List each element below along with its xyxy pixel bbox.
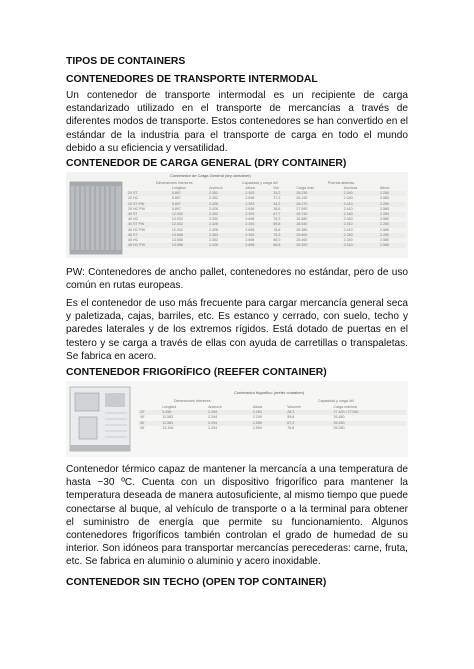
table-cell: 69,8 <box>271 222 294 227</box>
column-header: Longitud <box>162 405 177 409</box>
table-cell: 2.585 <box>379 196 389 201</box>
table-cell: 2.340 <box>343 196 353 201</box>
column-header: Carga máx. <box>296 186 315 190</box>
table-cell: 2.698 <box>245 238 255 243</box>
table-cell: 2.340 <box>342 191 378 196</box>
table-cell: 2.698 <box>245 206 255 211</box>
table-cell: 2.410 <box>342 202 378 207</box>
table-cell: 2.410 <box>342 222 378 227</box>
dry-container-table <box>126 186 406 248</box>
heading-intermodal: CONTENEDORES DE TRANSPORTE INTERMODAL <box>66 74 318 85</box>
heading-reefer-container: CONTENEDOR FRIGORÍFICO (REEFER CONTAINER) <box>66 367 327 378</box>
table-cell: 2.294 <box>206 421 251 426</box>
table-cell: 2.352 <box>207 191 243 196</box>
table-cell: 76,8 <box>287 425 295 430</box>
table-cell: 26.480 <box>331 421 406 426</box>
table-cell: 25.460 <box>296 238 308 243</box>
reefer-group-interior: Dimensiones interiores <box>174 399 211 403</box>
table-cell: 2.410 <box>343 227 353 232</box>
table-cell: 20 ST <box>126 191 170 196</box>
table-cell: 2.340 <box>343 217 353 222</box>
table-cell: 2.393 <box>243 233 271 238</box>
table-cell: 2.698 <box>245 227 255 232</box>
table-cell: 2.340 <box>343 238 353 243</box>
table-cell: 2.294 <box>206 410 251 415</box>
table-cell: 2.698 <box>245 217 255 222</box>
table-cell: 12.032 <box>170 222 207 227</box>
table-cell: 28.190 <box>296 196 308 201</box>
table-cell: 2.698 <box>245 196 255 201</box>
dry-group-doors: Puertas abiertas <box>328 181 355 185</box>
table-cell: 67,9 <box>285 421 331 426</box>
column-header: Anchura <box>208 405 222 409</box>
table-cell: 76,3 <box>271 233 294 238</box>
reefer-container-figure <box>66 381 408 457</box>
heading-open-top-container: CONTENEDOR SIN TECHO (OPEN TOP CONTAINER) <box>66 577 327 588</box>
table-cell: 2.352 <box>209 196 219 201</box>
table-cell: 11.583 <box>162 415 174 420</box>
table-row <box>138 426 406 431</box>
table-cell: 2.426 <box>207 243 243 248</box>
table-cell: 12.032 <box>170 212 207 217</box>
table-cell: 40' <box>140 415 145 420</box>
table-cell: 27.990 <box>296 206 308 211</box>
table-cell: 13.556 <box>170 243 207 248</box>
table-cell: 45 HC <box>128 238 139 243</box>
table-cell: 26.540 <box>294 222 341 227</box>
table-cell: 40 ST <box>126 212 170 217</box>
table-cell: 5.897 <box>170 202 207 207</box>
reefer-table-title: Contenedor frigorífico (reefer container) <box>234 390 305 395</box>
table-cell: 2.585 <box>379 206 389 211</box>
dry-container-image <box>69 180 123 256</box>
table-cell: 2.426 <box>209 206 219 211</box>
table-cell: 40 HC <box>128 217 139 222</box>
table-cell: 2.352 <box>207 212 243 217</box>
table-cell: 5.897 <box>171 206 181 211</box>
table-cell: 26.380 <box>296 227 308 232</box>
table-cell: 2.426 <box>207 222 243 227</box>
table-cell: 2.698 <box>243 243 271 248</box>
table-cell: 2.393 <box>243 191 271 196</box>
table-cell: 33,2 <box>271 191 294 196</box>
table-cell: 2.263 <box>251 410 285 415</box>
table-cell: 2.352 <box>207 233 243 238</box>
table-cell: 76,3 <box>273 217 281 222</box>
table-cell: 34,2 <box>271 202 294 207</box>
table-cell: 28.230 <box>294 191 341 196</box>
column-header: Altura <box>252 405 263 409</box>
table-cell: 67,7 <box>271 212 294 217</box>
table-cell: 26.740 <box>294 212 341 217</box>
table-cell: 2.340 <box>342 212 378 217</box>
table-cell: 13.556 <box>171 238 183 243</box>
paragraph-dry: Es el contenedor de uso más frecuente para cargar mercancía general seca y paletizada, cajas, barriles, etc. Es estanco y cerrado, con suelo, techo y paredes laterales y de los extremos rígidos. Está dotado de puertas en el testero y se carga a través de ellas con ayuda de carretillas o transpaletas. Se fabrica en acero. <box>66 298 408 362</box>
table-cell: 28.070 <box>294 202 341 207</box>
heading-dry-container: CONTENEDOR DE CARGA GENERAL (DRY CONTAINER) <box>66 158 347 169</box>
table-cell: 59,8 <box>287 415 295 420</box>
table-cell: 88,8 <box>271 243 294 248</box>
table-cell: 2.393 <box>243 222 271 227</box>
table-cell: 2.280 <box>378 202 406 207</box>
table-cell: 5.897 <box>170 191 207 196</box>
table-cell: 26.280 <box>333 425 345 430</box>
table-cell: 5.897 <box>171 196 181 201</box>
table-cell: 28,3 <box>285 410 331 415</box>
table-cell: 2.294 <box>208 425 218 430</box>
table-cell: 25.600 <box>294 233 341 238</box>
dry-table-title: Contenedor de Carga General (dry container) <box>170 173 251 178</box>
table-cell: 78,8 <box>273 227 281 232</box>
table-cell: 2.280 <box>378 212 406 217</box>
document-title: TIPOS DE CONTAINERS <box>66 56 186 67</box>
table-cell: 2.280 <box>378 233 406 238</box>
table-cell: 45' <box>140 425 145 430</box>
reefer-container-image <box>69 385 131 453</box>
table-row <box>126 243 406 248</box>
table-cell: 26.580 <box>296 217 308 222</box>
table-cell: 2.585 <box>379 217 389 222</box>
table-cell: 40' <box>138 421 160 426</box>
reefer-container-table <box>138 405 406 431</box>
table-cell: 2.554 <box>252 425 262 430</box>
table-cell: 2.280 <box>378 222 406 227</box>
table-cell: 26.480 <box>333 415 345 420</box>
column-header: Longitud <box>171 186 186 190</box>
table-cell: 2.393 <box>243 202 271 207</box>
table-cell: 20 HC PW <box>128 206 145 211</box>
paragraph-reefer: Contenedor térmico capaz de mantener la mercancía a una temperatura de hasta −30 ºC. Cuenta con un dispositivo frigorífico para mantener la temperatura deseada de manera autosuficiente, al mismo tiempo que puede conectarse al buque, al vehículo de transporte o a la terminal para obtener el suministro de energía que permite su funcionamiento. Algunos contenedores frigoríficos también controlan el grado de humedad de su interior. Son idóneos para transportar mercancías perecederas: carne, fruta, etc. Se fabrica en aluminio o aluminio y acero inoxidable. <box>66 464 408 568</box>
table-cell: 45 ST <box>126 233 170 238</box>
table-cell: 2.340 <box>342 233 378 238</box>
table-cell: 2.393 <box>243 212 271 217</box>
table-cell: 2.410 <box>342 243 378 248</box>
dry-container-figure <box>66 172 408 258</box>
column-header: Anchura <box>343 186 357 190</box>
table-cell: 2.585 <box>379 238 389 243</box>
table-cell: 20' <box>138 410 160 415</box>
dry-group-interior: Dimensiones interiores <box>156 181 193 185</box>
table-cell: 40 HC PW <box>128 227 145 232</box>
table-cell: 40 ST PW <box>126 222 170 227</box>
table-cell: 2.556 <box>251 421 285 426</box>
table-cell: 2.426 <box>207 202 243 207</box>
column-header: Vol. <box>273 186 280 190</box>
table-cell: 2.249 <box>252 415 262 420</box>
column-header: Altura <box>245 186 255 190</box>
table-cell: 2.585 <box>378 243 406 248</box>
dry-group-capacity: Capacidad y carga útil <box>242 181 278 185</box>
table-cell: 86,0 <box>273 238 281 243</box>
table-cell: 5.456 <box>160 410 206 415</box>
table-cell: 13.106 <box>162 425 174 430</box>
table-cell: 45 HC PW <box>126 243 170 248</box>
column-header: Volumen <box>287 405 302 409</box>
table-cell: 20 ST PW <box>126 202 170 207</box>
paragraph-pw: PW: Contenedores de ancho pallet, contenedores no estándar, pero de uso común en rutas europeas. <box>66 267 408 292</box>
paragraph-intro: Un contenedor de transporte intermodal es un recipiente de carga estandarizado utilizado en el transporte de mercancías a través de diferentes modos de transporte. Estos contenedores se han convertido en el estándar de la industria para el transporte de carga en todo el mundo debido a su eficiencia y versatilidad. <box>66 90 408 154</box>
table-cell: 11.583 <box>160 421 206 426</box>
table-cell: 12.032 <box>171 227 183 232</box>
table-cell: 2.426 <box>209 227 219 232</box>
column-header: Anchura <box>209 186 223 190</box>
reefer-group-capacity: Capacidad y carga útil <box>318 399 354 403</box>
table-cell: 2.352 <box>209 217 219 222</box>
table-cell: 2.280 <box>378 191 406 196</box>
table-cell: 13.556 <box>170 233 207 238</box>
column-header: Altura <box>379 186 390 190</box>
table-cell: 25.320 <box>294 243 341 248</box>
table-cell: 12.032 <box>171 217 183 222</box>
column-header: Carga máxima <box>333 405 357 409</box>
table-cell: 2.410 <box>343 206 353 211</box>
table-cell: 38,6 <box>273 206 281 211</box>
table-cell: 2.585 <box>379 227 389 232</box>
table-cell: 20 HC <box>128 196 139 201</box>
table-cell: 27.400 / 27.530 <box>331 410 406 415</box>
table-cell: 2.294 <box>208 415 218 420</box>
table-cell: 37,3 <box>273 196 281 201</box>
table-cell: 2.352 <box>209 238 219 243</box>
